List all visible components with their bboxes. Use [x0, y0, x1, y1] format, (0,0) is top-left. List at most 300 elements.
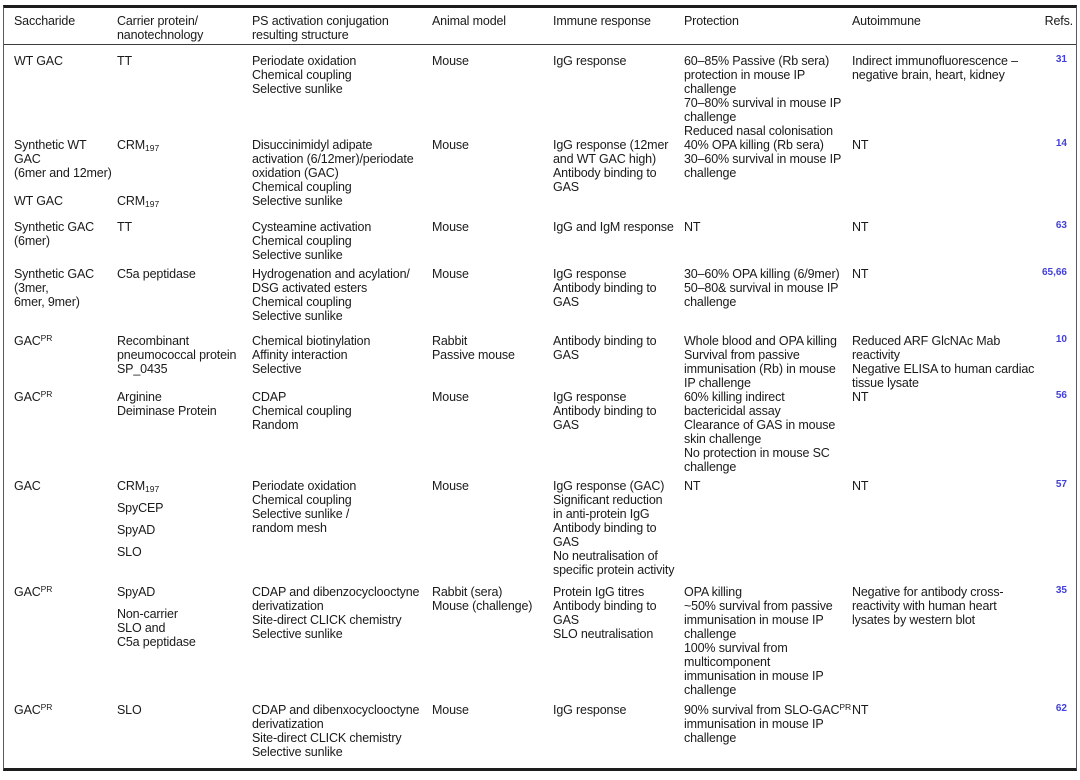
cell-line: Selective sunlike — [252, 248, 343, 262]
cell-block — [14, 390, 113, 404]
table-row — [4, 54, 1076, 138]
ref-link[interactable]: 57 — [1055, 479, 1067, 490]
cell-ps-activation — [252, 479, 432, 585]
cell-line: WT GAC — [14, 194, 63, 208]
cell-saccharide — [14, 479, 117, 585]
cell-block — [553, 334, 680, 362]
cell-line: Passive mouse — [432, 348, 515, 362]
cell-animal-model — [432, 390, 553, 479]
cell-line: Rabbit — [432, 334, 468, 348]
cell-line: protection in mouse IP — [684, 68, 806, 82]
cell-block — [117, 138, 248, 208]
cell-protection — [684, 220, 852, 267]
ref-link[interactable]: 65,66 — [1041, 267, 1067, 278]
cell-block — [852, 390, 1030, 404]
col-header-immune-response — [553, 14, 684, 44]
cell-line: Reduced ARF GlcNAc Mab — [852, 334, 1001, 348]
cell-carrier — [117, 54, 252, 138]
cell-block — [117, 220, 248, 234]
cell-line: challenge — [684, 166, 737, 180]
cell-block — [553, 585, 680, 641]
cell-line: Random — [252, 418, 299, 432]
cell-block — [252, 138, 428, 208]
cell-line: IP challenge — [684, 376, 751, 390]
cell-block — [432, 479, 549, 493]
cell-block — [432, 138, 549, 152]
col-header-autoimmune — [852, 14, 1034, 44]
cell-line: 90% survival from SLO-$GAC^{PR}$ — [684, 702, 852, 717]
col-header-line: resulting structure — [252, 28, 349, 42]
cell-animal-model — [432, 138, 553, 220]
cell-block — [553, 267, 680, 309]
cell-line: Negative for antibody cross- — [852, 585, 1004, 599]
cell-line: $GAC^{PR}$ — [14, 702, 53, 717]
cell-line: (6mer and 12mer) — [14, 166, 112, 180]
cell-line: Antibody binding to — [553, 166, 657, 180]
cell-line: Chemical coupling — [252, 493, 352, 507]
cell-line: Periodate oxidation — [252, 54, 357, 68]
cell-line: random mesh — [252, 521, 327, 535]
cell-block — [684, 138, 848, 180]
cell-block — [432, 220, 549, 234]
cell-line: challenge — [684, 110, 737, 124]
ref-link[interactable]: 14 — [1055, 138, 1067, 149]
cell-block — [852, 585, 1030, 627]
cell-line: Chemical coupling — [252, 68, 352, 82]
cell-line: 100% survival from — [684, 641, 788, 655]
cell-ps-activation — [252, 267, 432, 334]
cell-line: Synthetic GAC — [14, 267, 95, 281]
cell-line: NT — [684, 479, 701, 493]
cell-line: CDAP and dibenzocyclooctyne — [252, 585, 420, 599]
col-header-line: nanotechnology — [117, 28, 204, 42]
cell-block — [252, 267, 428, 323]
cell-block — [252, 334, 428, 376]
cell-line: Affinity interaction — [252, 348, 348, 362]
cell-animal-model — [432, 479, 553, 585]
cell-line: IgG response (GAC) — [553, 479, 665, 493]
table-row — [4, 220, 1076, 267]
cell-line: Clearance of GAS in mouse — [684, 418, 836, 432]
cell-line: 60–85% Passive (Rb sera) — [684, 54, 830, 68]
cell-ps-activation — [252, 54, 432, 138]
cell-line: challenge — [684, 82, 737, 96]
cell-line: No protection in mouse SC — [684, 446, 830, 460]
cell-line: Rabbit (sera) — [432, 585, 503, 599]
cell-block — [14, 220, 113, 248]
cell-line — [14, 180, 113, 194]
cell-line: Arginine — [117, 390, 162, 404]
cell-line: skin challenge — [684, 432, 762, 446]
table-body — [4, 45, 1076, 769]
cell-line — [117, 152, 248, 166]
cell-line: Mouse — [432, 138, 469, 152]
cell-block — [14, 267, 113, 309]
cell-line: multicomponent — [684, 655, 771, 669]
cell-line: Selective sunlike / — [252, 507, 350, 521]
cell-line: Selective sunlike — [252, 82, 343, 96]
table-row — [4, 267, 1076, 334]
cell-autoimmune — [852, 54, 1034, 138]
cell-line: OPA killing — [684, 585, 742, 599]
cell-line: oxidation (GAC) — [252, 166, 339, 180]
cell-autoimmune — [852, 334, 1034, 390]
cell-animal-model — [432, 54, 553, 138]
cell-line: $GAC^{PR}$ — [14, 389, 53, 404]
cell-refs — [1034, 220, 1076, 267]
cell-block — [852, 267, 1030, 281]
cell-refs — [1034, 703, 1076, 769]
cell-line: SpyAD — [117, 585, 156, 599]
cell-line: reactivity with human heart — [852, 599, 997, 613]
col-header-saccharide — [14, 14, 117, 44]
cell-block — [684, 54, 848, 138]
cell-ps-activation — [252, 703, 432, 769]
cell-line: immunisation in mouse IP — [684, 613, 824, 627]
cell-protection — [684, 334, 852, 390]
cell-ps-activation — [252, 334, 432, 390]
cell-block — [252, 54, 428, 96]
cell-line: 70–80% survival in mouse IP — [684, 96, 842, 110]
cell-immune-response — [553, 585, 684, 703]
cell-line: IgG and IgM response — [553, 220, 674, 234]
cell-ps-activation — [252, 390, 432, 479]
ref-link[interactable]: 63 — [1055, 220, 1067, 231]
cell-line: ~50% survival from passive — [684, 599, 833, 613]
cell-line: Mouse — [432, 220, 469, 234]
col-header-carrier — [117, 14, 252, 44]
cell-block — [117, 479, 248, 493]
ref-link[interactable]: 10 — [1055, 334, 1067, 345]
cell-line: GAS — [553, 418, 579, 432]
cell-line: WT GAC — [14, 54, 63, 68]
cell-block — [14, 334, 113, 348]
cell-line: Periodate oxidation — [252, 479, 357, 493]
cell-line: C5a peptidase — [117, 635, 196, 649]
cell-line: GAC — [14, 152, 41, 166]
col-header-animal-model — [432, 14, 553, 44]
cell-carrier — [117, 267, 252, 334]
cell-block — [553, 390, 680, 432]
cell-carrier — [117, 220, 252, 267]
cell-line: Mouse — [432, 267, 469, 281]
cell-immune-response — [553, 334, 684, 390]
cell-block — [432, 703, 549, 717]
cell-block — [684, 390, 848, 474]
cell-refs — [1034, 479, 1076, 585]
cell-immune-response — [553, 267, 684, 334]
cell-line: $CRM_{197}$ — [117, 479, 160, 494]
cell-line: 30–60% OPA killing (6/9mer) — [684, 267, 840, 281]
cell-line: tissue lysate — [852, 376, 919, 390]
cell-block — [684, 585, 848, 697]
ref-link[interactable]: 62 — [1055, 703, 1067, 714]
cell-block — [852, 220, 1030, 234]
cell-block — [684, 220, 848, 234]
cell-line: specific protein activity — [553, 563, 675, 577]
cell-carrier — [117, 138, 252, 220]
cell-animal-model — [432, 220, 553, 267]
cell-line — [117, 166, 248, 180]
table-row — [4, 479, 1076, 585]
cell-line: Survival from passive — [684, 348, 800, 362]
cell-autoimmune — [852, 138, 1034, 220]
cell-line: GAS — [553, 535, 579, 549]
cell-block — [252, 703, 428, 759]
cell-animal-model — [432, 267, 553, 334]
col-header-line: Protection — [684, 14, 739, 28]
cell-line: SLO — [117, 545, 142, 559]
col-header-line: Saccharide — [14, 14, 76, 28]
cell-line: Protein IgG titres — [553, 585, 645, 599]
cell-saccharide — [14, 220, 117, 267]
col-header-refs — [1034, 14, 1076, 44]
cell-line: Antibody binding to — [553, 599, 657, 613]
cell-line: Mouse (challenge) — [432, 599, 533, 613]
cell-immune-response — [553, 54, 684, 138]
cell-block — [432, 54, 549, 68]
table-row — [4, 585, 1076, 703]
cell-autoimmune — [852, 220, 1034, 267]
cell-block — [432, 390, 549, 404]
cell-line: Mouse — [432, 54, 469, 68]
cell-line: immunisation in mouse IP — [684, 717, 824, 731]
cell-animal-model — [432, 703, 553, 769]
cell-line: SLO neutralisation — [553, 627, 654, 641]
cell-block — [14, 138, 113, 208]
vaccine-conjugates-table — [3, 5, 1077, 771]
cell-line: SpyCEP — [117, 501, 164, 515]
cell-protection — [684, 138, 852, 220]
cell-block — [252, 479, 428, 535]
cell-block — [684, 334, 848, 390]
cell-line: NT — [852, 390, 869, 404]
cell-line: 30–60% survival in mouse IP — [684, 152, 842, 166]
cell-line: SpyAD — [117, 523, 156, 537]
cell-protection — [684, 390, 852, 479]
cell-line: Indirect immunofluorescence – — [852, 54, 1018, 68]
cell-saccharide — [14, 585, 117, 703]
ref-link[interactable]: 35 — [1055, 585, 1067, 596]
cell-line: NT — [852, 703, 869, 717]
cell-line: (3mer, — [14, 281, 49, 295]
cell-carrier — [117, 390, 252, 479]
cell-block — [14, 479, 113, 493]
cell-autoimmune — [852, 267, 1034, 334]
cell-autoimmune — [852, 479, 1034, 585]
table-row — [4, 334, 1076, 390]
cell-line: Reduced nasal colonisation — [684, 124, 833, 138]
table-row — [4, 390, 1076, 479]
cell-line: SLO — [117, 703, 142, 717]
col-header-ps-activation — [252, 14, 432, 44]
cell-block — [852, 479, 1030, 493]
cell-line: Hydrogenation and acylation/ — [252, 267, 410, 281]
col-header-line: Autoimmune — [852, 14, 921, 28]
cell-block — [117, 54, 248, 68]
cell-line: Mouse — [432, 479, 469, 493]
cell-line: Antibody binding to — [553, 404, 657, 418]
cell-line: Selective sunlike — [252, 194, 343, 208]
cell-line: IgG response (12mer — [553, 138, 669, 152]
cell-line: immunisation (Rb) in mouse — [684, 362, 836, 376]
cell-line: GAS — [553, 348, 579, 362]
cell-line: Significant reduction — [553, 493, 663, 507]
col-header-line: Animal model — [432, 14, 506, 28]
cell-line: 50–80& survival in mouse IP — [684, 281, 839, 295]
cell-line: Synthetic WT — [14, 138, 87, 152]
cell-block — [117, 390, 248, 418]
cell-ps-activation — [252, 220, 432, 267]
ref-link[interactable]: 31 — [1055, 54, 1067, 65]
cell-line: NT — [852, 220, 869, 234]
cell-line: 60% killing indirect — [684, 390, 785, 404]
cell-line: $CRM_{197}$ — [117, 194, 160, 209]
cell-line: C5a peptidase — [117, 267, 196, 281]
cell-block — [553, 220, 680, 234]
cell-refs — [1034, 585, 1076, 703]
cell-saccharide — [14, 703, 117, 769]
cell-line: Antibody binding to — [553, 334, 657, 348]
cell-line: Disuccinimidyl adipate — [252, 138, 373, 152]
cell-carrier — [117, 703, 252, 769]
cell-line: $CRM_{197}$ — [117, 138, 160, 153]
cell-animal-model — [432, 585, 553, 703]
cell-block — [252, 390, 428, 432]
cell-line: Whole blood and OPA killing — [684, 334, 837, 348]
cell-block — [553, 479, 680, 577]
cell-protection — [684, 267, 852, 334]
cell-autoimmune — [852, 585, 1034, 703]
cell-block — [553, 54, 680, 68]
cell-line: IgG response — [553, 390, 627, 404]
cell-line: No neutralisation of — [553, 549, 658, 563]
cell-line: Antibody binding to — [553, 521, 657, 535]
cell-block — [684, 479, 848, 493]
cell-line: Site-direct CLICK chemistry — [252, 731, 402, 745]
cell-line: bactericidal assay — [684, 404, 781, 418]
cell-line: and WT GAC high) — [553, 152, 656, 166]
cell-line: CDAP — [252, 390, 287, 404]
col-header-line: PS activation conjugation — [252, 14, 389, 28]
cell-line: TT — [117, 220, 132, 234]
cell-block — [432, 585, 549, 613]
cell-line: in anti-protein IgG — [553, 507, 650, 521]
cell-line: negative brain, heart, kidney — [852, 68, 1005, 82]
cell-block — [252, 220, 428, 262]
cell-block — [252, 585, 428, 641]
cell-line: derivatization — [252, 717, 324, 731]
cell-block — [684, 267, 848, 309]
cell-block — [117, 585, 248, 599]
cell-block — [432, 267, 549, 281]
cell-autoimmune — [852, 703, 1034, 769]
cell-carrier — [117, 479, 252, 585]
cell-autoimmune — [852, 390, 1034, 479]
cell-line: NT — [852, 267, 869, 281]
cell-line: derivatization — [252, 599, 324, 613]
cell-line: Selective sunlike — [252, 309, 343, 323]
cell-saccharide — [14, 334, 117, 390]
ref-link[interactable]: 56 — [1055, 390, 1067, 401]
cell-block — [852, 54, 1030, 82]
cell-protection — [684, 54, 852, 138]
cell-line: Chemical coupling — [252, 180, 352, 194]
cell-animal-model — [432, 334, 553, 390]
cell-line: GAC — [14, 479, 41, 493]
cell-line: $GAC^{PR}$ — [14, 584, 53, 599]
cell-block — [852, 138, 1030, 152]
cell-line: immunisation in mouse IP — [684, 669, 824, 683]
cell-line: (6mer) — [14, 234, 50, 248]
cell-ps-activation — [252, 138, 432, 220]
cell-saccharide — [14, 54, 117, 138]
cell-carrier — [117, 585, 252, 703]
cell-line: Mouse — [432, 703, 469, 717]
table-row — [4, 703, 1076, 769]
cell-block — [852, 703, 1030, 717]
cell-immune-response — [553, 138, 684, 220]
col-header-protection — [684, 14, 852, 44]
cell-line — [117, 180, 248, 194]
cell-block — [117, 267, 248, 281]
cell-protection — [684, 585, 852, 703]
cell-line: CDAP and dibenxocyclooctyne — [252, 703, 420, 717]
cell-line: challenge — [684, 460, 737, 474]
cell-line: NT — [852, 138, 869, 152]
cell-line: GAS — [553, 295, 579, 309]
col-header-line: Carrier protein/ — [117, 14, 198, 28]
cell-line: IgG response — [553, 54, 627, 68]
cell-saccharide — [14, 390, 117, 479]
cell-immune-response — [553, 220, 684, 267]
cell-refs — [1034, 138, 1076, 220]
table-header-row — [4, 8, 1076, 45]
cell-block — [432, 334, 549, 362]
cell-line: NT — [684, 220, 701, 234]
cell-line: 40% OPA killing (Rb sera) — [684, 138, 824, 152]
table-row — [4, 138, 1076, 220]
cell-line: Site-direct CLICK chemistry — [252, 613, 402, 627]
cell-protection — [684, 479, 852, 585]
cell-line: Chemical coupling — [252, 234, 352, 248]
cell-block — [553, 703, 680, 717]
col-header-line: Refs. — [1044, 14, 1073, 28]
cell-line: Recombinant — [117, 334, 190, 348]
cell-saccharide — [14, 138, 117, 220]
cell-line: GAS — [553, 613, 579, 627]
cell-line: $GAC^{PR}$ — [14, 333, 53, 348]
cell-line: Synthetic GAC — [14, 220, 95, 234]
cell-line: pneumococcal protein — [117, 348, 237, 362]
cell-line: challenge — [684, 295, 737, 309]
cell-line: challenge — [684, 683, 737, 697]
cell-refs — [1034, 267, 1076, 334]
cell-line: Cysteamine activation — [252, 220, 372, 234]
cell-line: Antibody binding to — [553, 281, 657, 295]
cell-line: Chemical coupling — [252, 404, 352, 418]
cell-line: Selective sunlike — [252, 627, 343, 641]
cell-immune-response — [553, 479, 684, 585]
cell-line: Chemical biotinylation — [252, 334, 371, 348]
cell-line: reactivity — [852, 348, 900, 362]
cell-block — [117, 501, 248, 515]
cell-line: challenge — [684, 627, 737, 641]
cell-line: activation (6/12mer)/periodate — [252, 152, 414, 166]
cell-line: Deiminase Protein — [117, 404, 217, 418]
cell-line: SP_0435 — [117, 362, 168, 376]
cell-block — [14, 585, 113, 599]
